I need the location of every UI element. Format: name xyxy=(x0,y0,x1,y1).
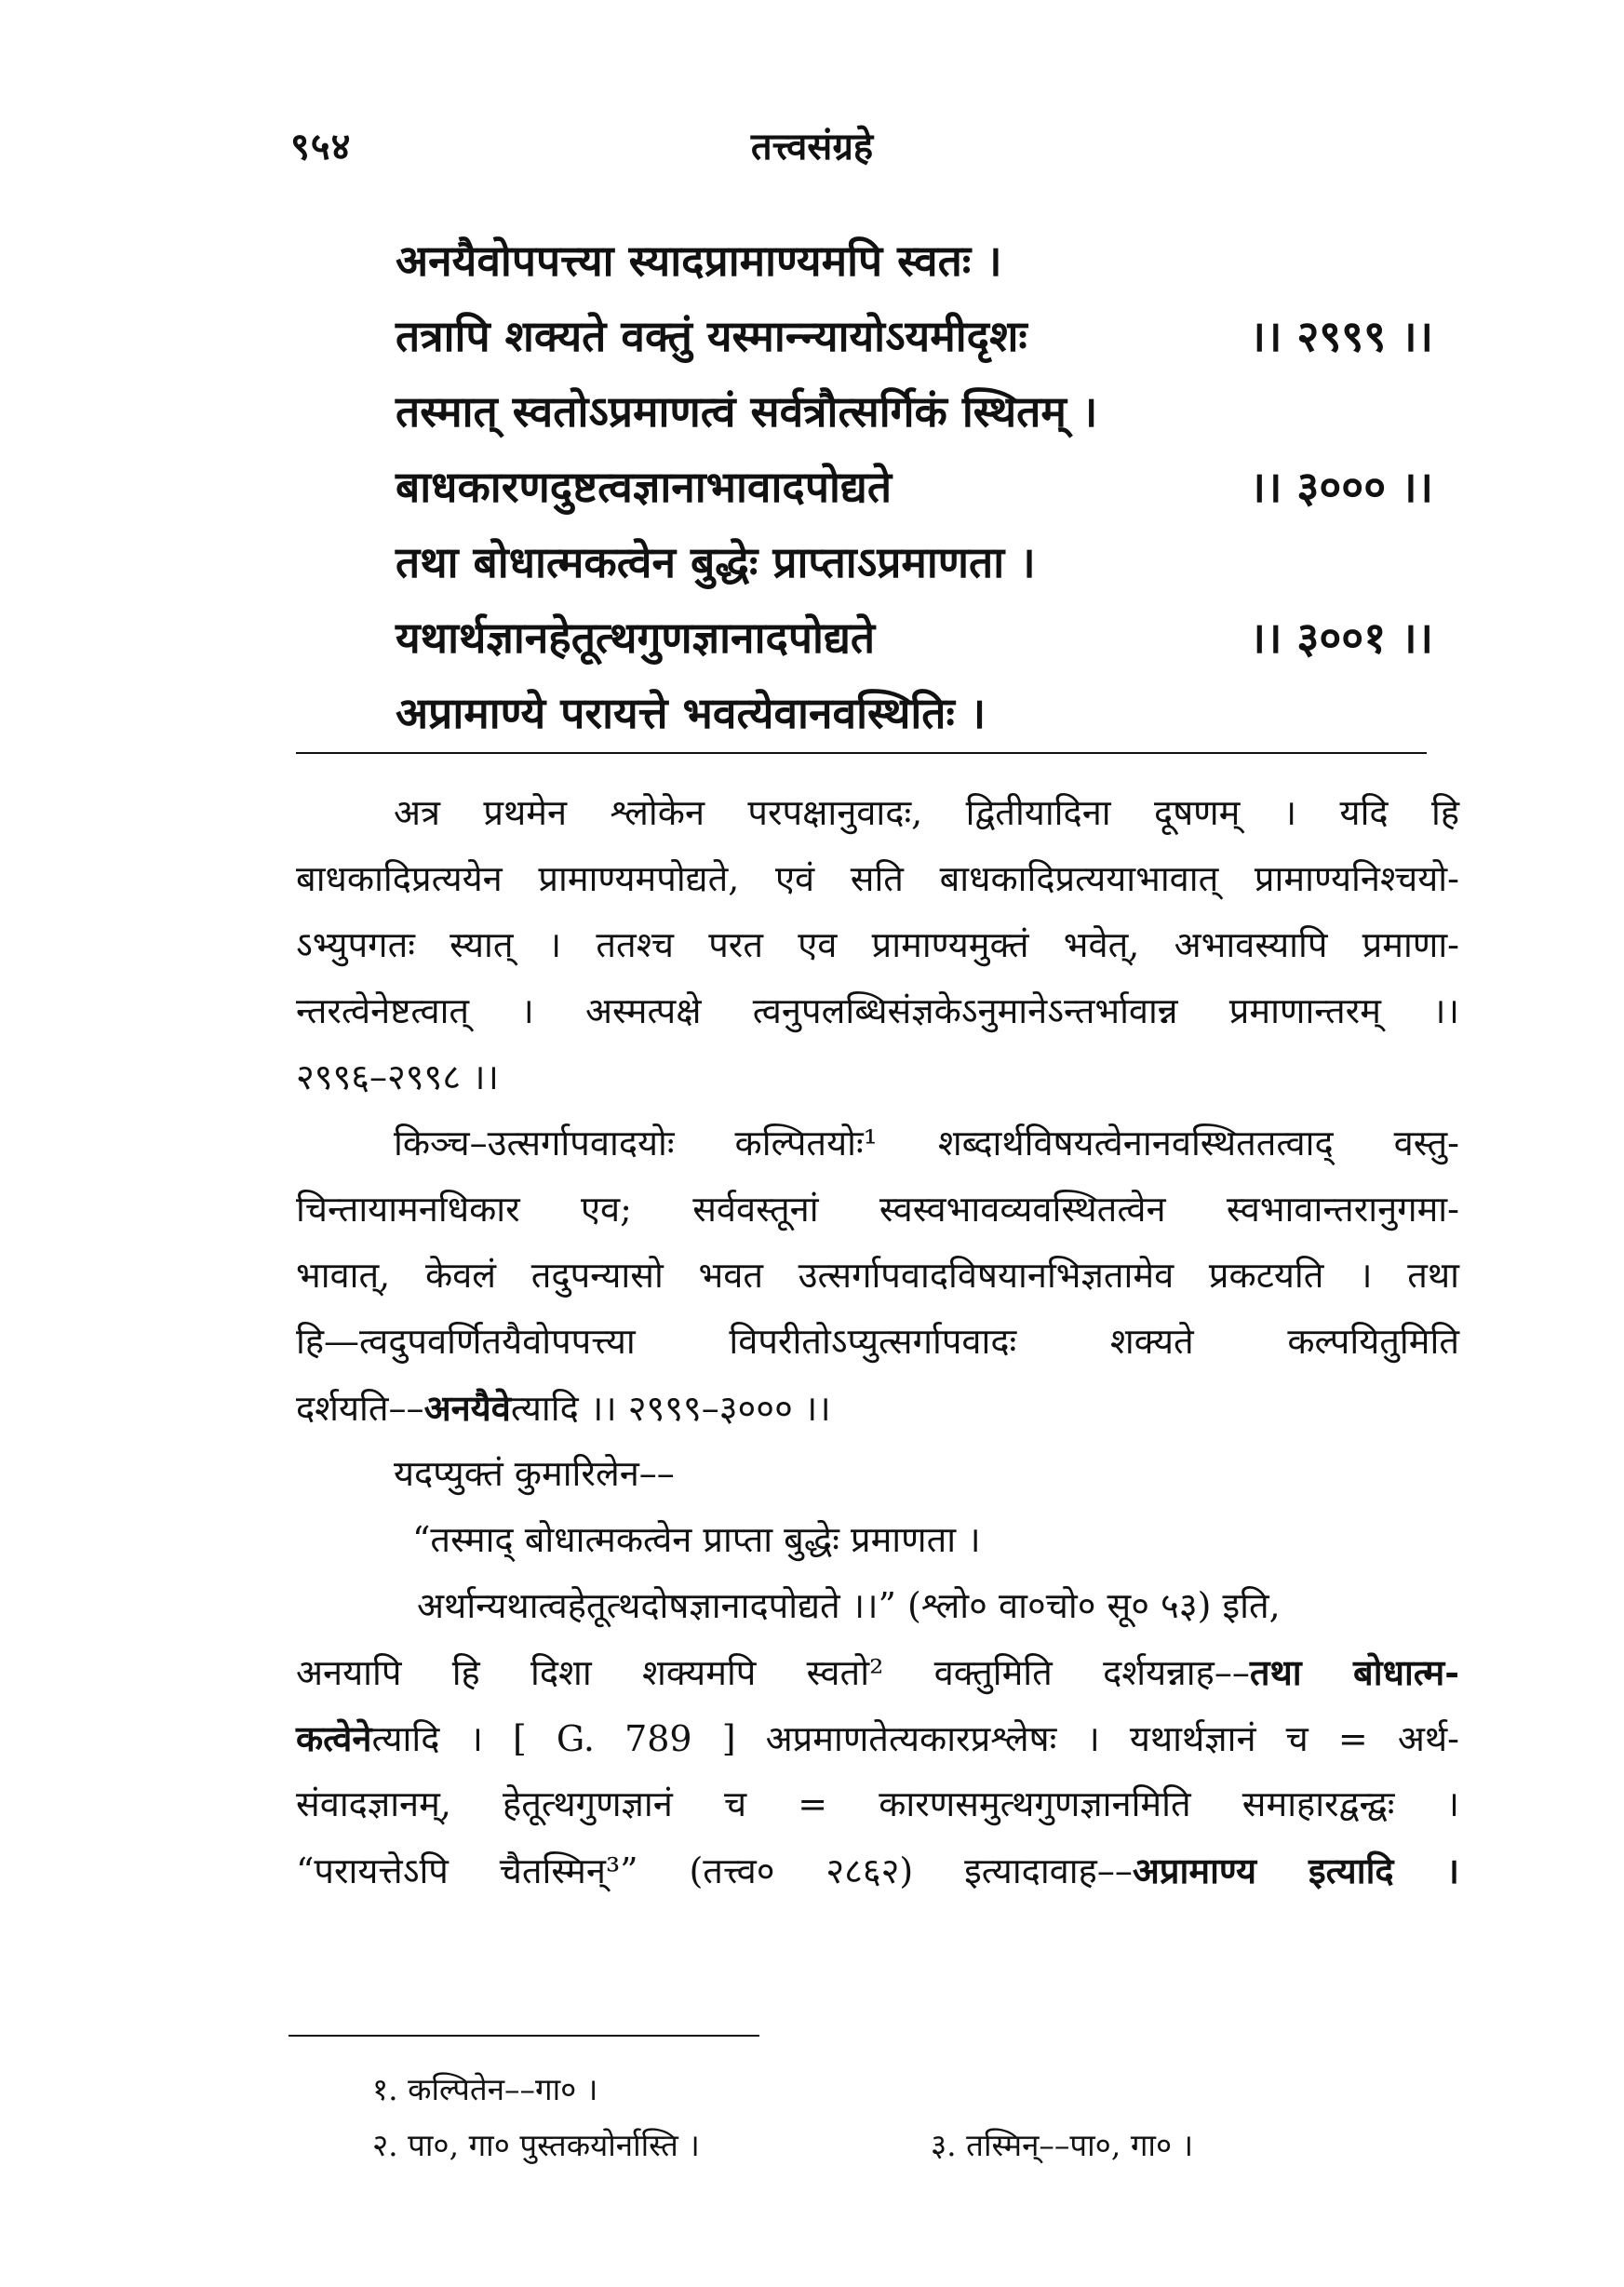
page-number: ९५४ xyxy=(290,125,352,168)
verse-line xyxy=(396,223,1433,299)
commentary-line: किञ्च–उत्सर्गापवादयोः कल्पितयोः¹ शब्दार्थविषयत्वेनानवस्थिततत्वाद् वस्तु- xyxy=(394,1123,1459,1164)
commentary-line: बाधकादिप्रत्ययेन प्रामाण्यमपोद्यते, एवं सति बाधकादिप्रत्ययाभावात् प्रामाण्यनिश्चयो- xyxy=(296,858,1459,899)
verse-text: तथा बोधात्मकत्वेन बुद्धेः प्राप्ताऽप्रमाणता । xyxy=(396,537,1036,587)
verse-text: तत्रापि शक्यते वक्तुं यस्मान्न्यायोऽयमीदृशः xyxy=(396,311,1027,361)
verse-divider xyxy=(296,752,1427,754)
quote-intro: यदप्युक्तं कुमारिलेन–– xyxy=(394,1453,675,1494)
quote-line: अर्थान्यथात्वहेतूत्थदोषज्ञानादपोद्यते ।।” (श्लो० वा०चो० सू० ५३) इति, xyxy=(417,1585,1281,1626)
verse-line xyxy=(396,450,1433,525)
verse-text: यथार्थज्ञानहेतूत्थगुणज्ञानादपोद्यते xyxy=(396,612,876,663)
footnotes xyxy=(372,2062,1424,2173)
commentary-line xyxy=(296,1375,1459,1441)
running-title: तत्त्वसंग्रहे xyxy=(750,125,874,168)
verse-number: ।। ३००० ।। xyxy=(1249,462,1433,512)
verse-line xyxy=(396,299,1433,374)
commentary-text: अनयापि हि दिशा शक्यमपि स्वतो² वक्तुमिति दर्शयन्नाह–– xyxy=(296,1652,1250,1693)
commentary-line: ऽभ्युपगतः स्यात् । ततश्च परत एव प्रामाण्यमुक्तं भवेत्, अभावस्यापि प्रमाणा- xyxy=(296,924,1459,965)
footnote-divider xyxy=(289,2035,759,2037)
pratika-highlight: तथा बोधात्म- xyxy=(1249,1651,1459,1693)
verse-number: ।। ३००१ ।। xyxy=(1249,612,1433,663)
commentary-text: “परायत्तेऽपि चैतस्मिन्³” (तत्त्व० २८६२) इत्यादावाह–– xyxy=(296,1850,1133,1891)
verse-line xyxy=(396,525,1433,600)
verse-line xyxy=(396,600,1433,676)
commentary-line: हि—त्वदुपवर्णितयैवोपपत्त्या विपरीतोऽप्युत्सर्गापवादः शक्यते कल्पयितुमिति xyxy=(296,1321,1459,1362)
verse-block xyxy=(396,223,1433,751)
verse-text: अप्रामाण्ये परायत्ते भवत्येवानवस्थितिः । xyxy=(396,688,986,738)
footnote: १. कल्पितेन––गा० । xyxy=(372,2071,598,2107)
commentary-line: भावात्, केवलं तदुपन्यासो भवत उत्सर्गापवादविषयानभिज्ञतामेव प्रकटयति । तथा xyxy=(296,1255,1459,1296)
commentary-line xyxy=(296,1639,1459,1705)
commentary-line xyxy=(296,1705,1459,1771)
footnote: २. पा०, गा० पुस्तकयोर्नास्ति । xyxy=(372,2127,700,2163)
quote-line: “तस्माद् बोधात्मकत्वेन प्राप्ता बुद्धेः प्रमाणता । xyxy=(412,1519,981,1560)
commentary-line: संवादज्ञानम्, हेतूत्थगुणज्ञानं च = कारणसमुत्थगुणज्ञानमिति समाहारद्वन्द्वः । xyxy=(296,1783,1459,1824)
commentary-line: २९९६–२९९८ ।। xyxy=(296,1056,499,1097)
commentary-line xyxy=(296,1837,1459,1904)
commentary-text: त्यादि । [ G. 789 ] अप्रमाणतेत्यकारप्रश्लेषः । यथार्थज्ञानं च = अर्थ- xyxy=(371,1718,1459,1759)
commentary-line: चिन्तायामनधिकार एव; सर्ववस्तूनां स्वस्वभावव्यवस्थितत्वेन स्वभावान्तरानुगमा- xyxy=(296,1189,1459,1230)
commentary-block xyxy=(296,780,1459,1904)
commentary-line: न्तरत्वेनेष्टत्वात् । अस्मत्पक्षे त्वनुपलब्धिसंज्ञकेऽनुमानेऽन्तर्भावान्न प्रमाणान्तरम् ।। xyxy=(296,990,1459,1031)
verse-text: बाधकारणदुष्टत्वज्ञानाभावादपोद्यते xyxy=(396,462,893,512)
commentary-text: दर्शयति–– xyxy=(296,1388,424,1429)
pratika-highlight: कत्वेने xyxy=(296,1717,372,1759)
commentary-text: त्यादि ।। २९९९–३००० ।। xyxy=(510,1388,831,1429)
commentary-line: अत्र प्रथमेन श्लोकेन परपक्षानुवादः, द्वितीयादिना दूषणम् । यदि हि xyxy=(394,792,1459,833)
footnote: ३. तस्मिन्––पा०, गा० । xyxy=(931,2127,1194,2163)
verse-number: ।। २९९९ ।। xyxy=(1249,311,1433,361)
footnote-row xyxy=(372,2118,1424,2173)
pratika-highlight: अनयैवे xyxy=(423,1387,511,1429)
verse-line xyxy=(396,676,1433,751)
verse-text: तस्मात् स्वतोऽप्रमाणत्वं सर्वत्रौत्सर्गिकं स्थितम् । xyxy=(396,386,1098,437)
verse-text: अनयैवोपपत्त्या स्यादप्रामाण्यमपि स्वतः । xyxy=(396,235,1002,286)
pratika-highlight: अप्रामाण्य इत्यादि । xyxy=(1132,1850,1459,1891)
verse-line xyxy=(396,374,1433,450)
